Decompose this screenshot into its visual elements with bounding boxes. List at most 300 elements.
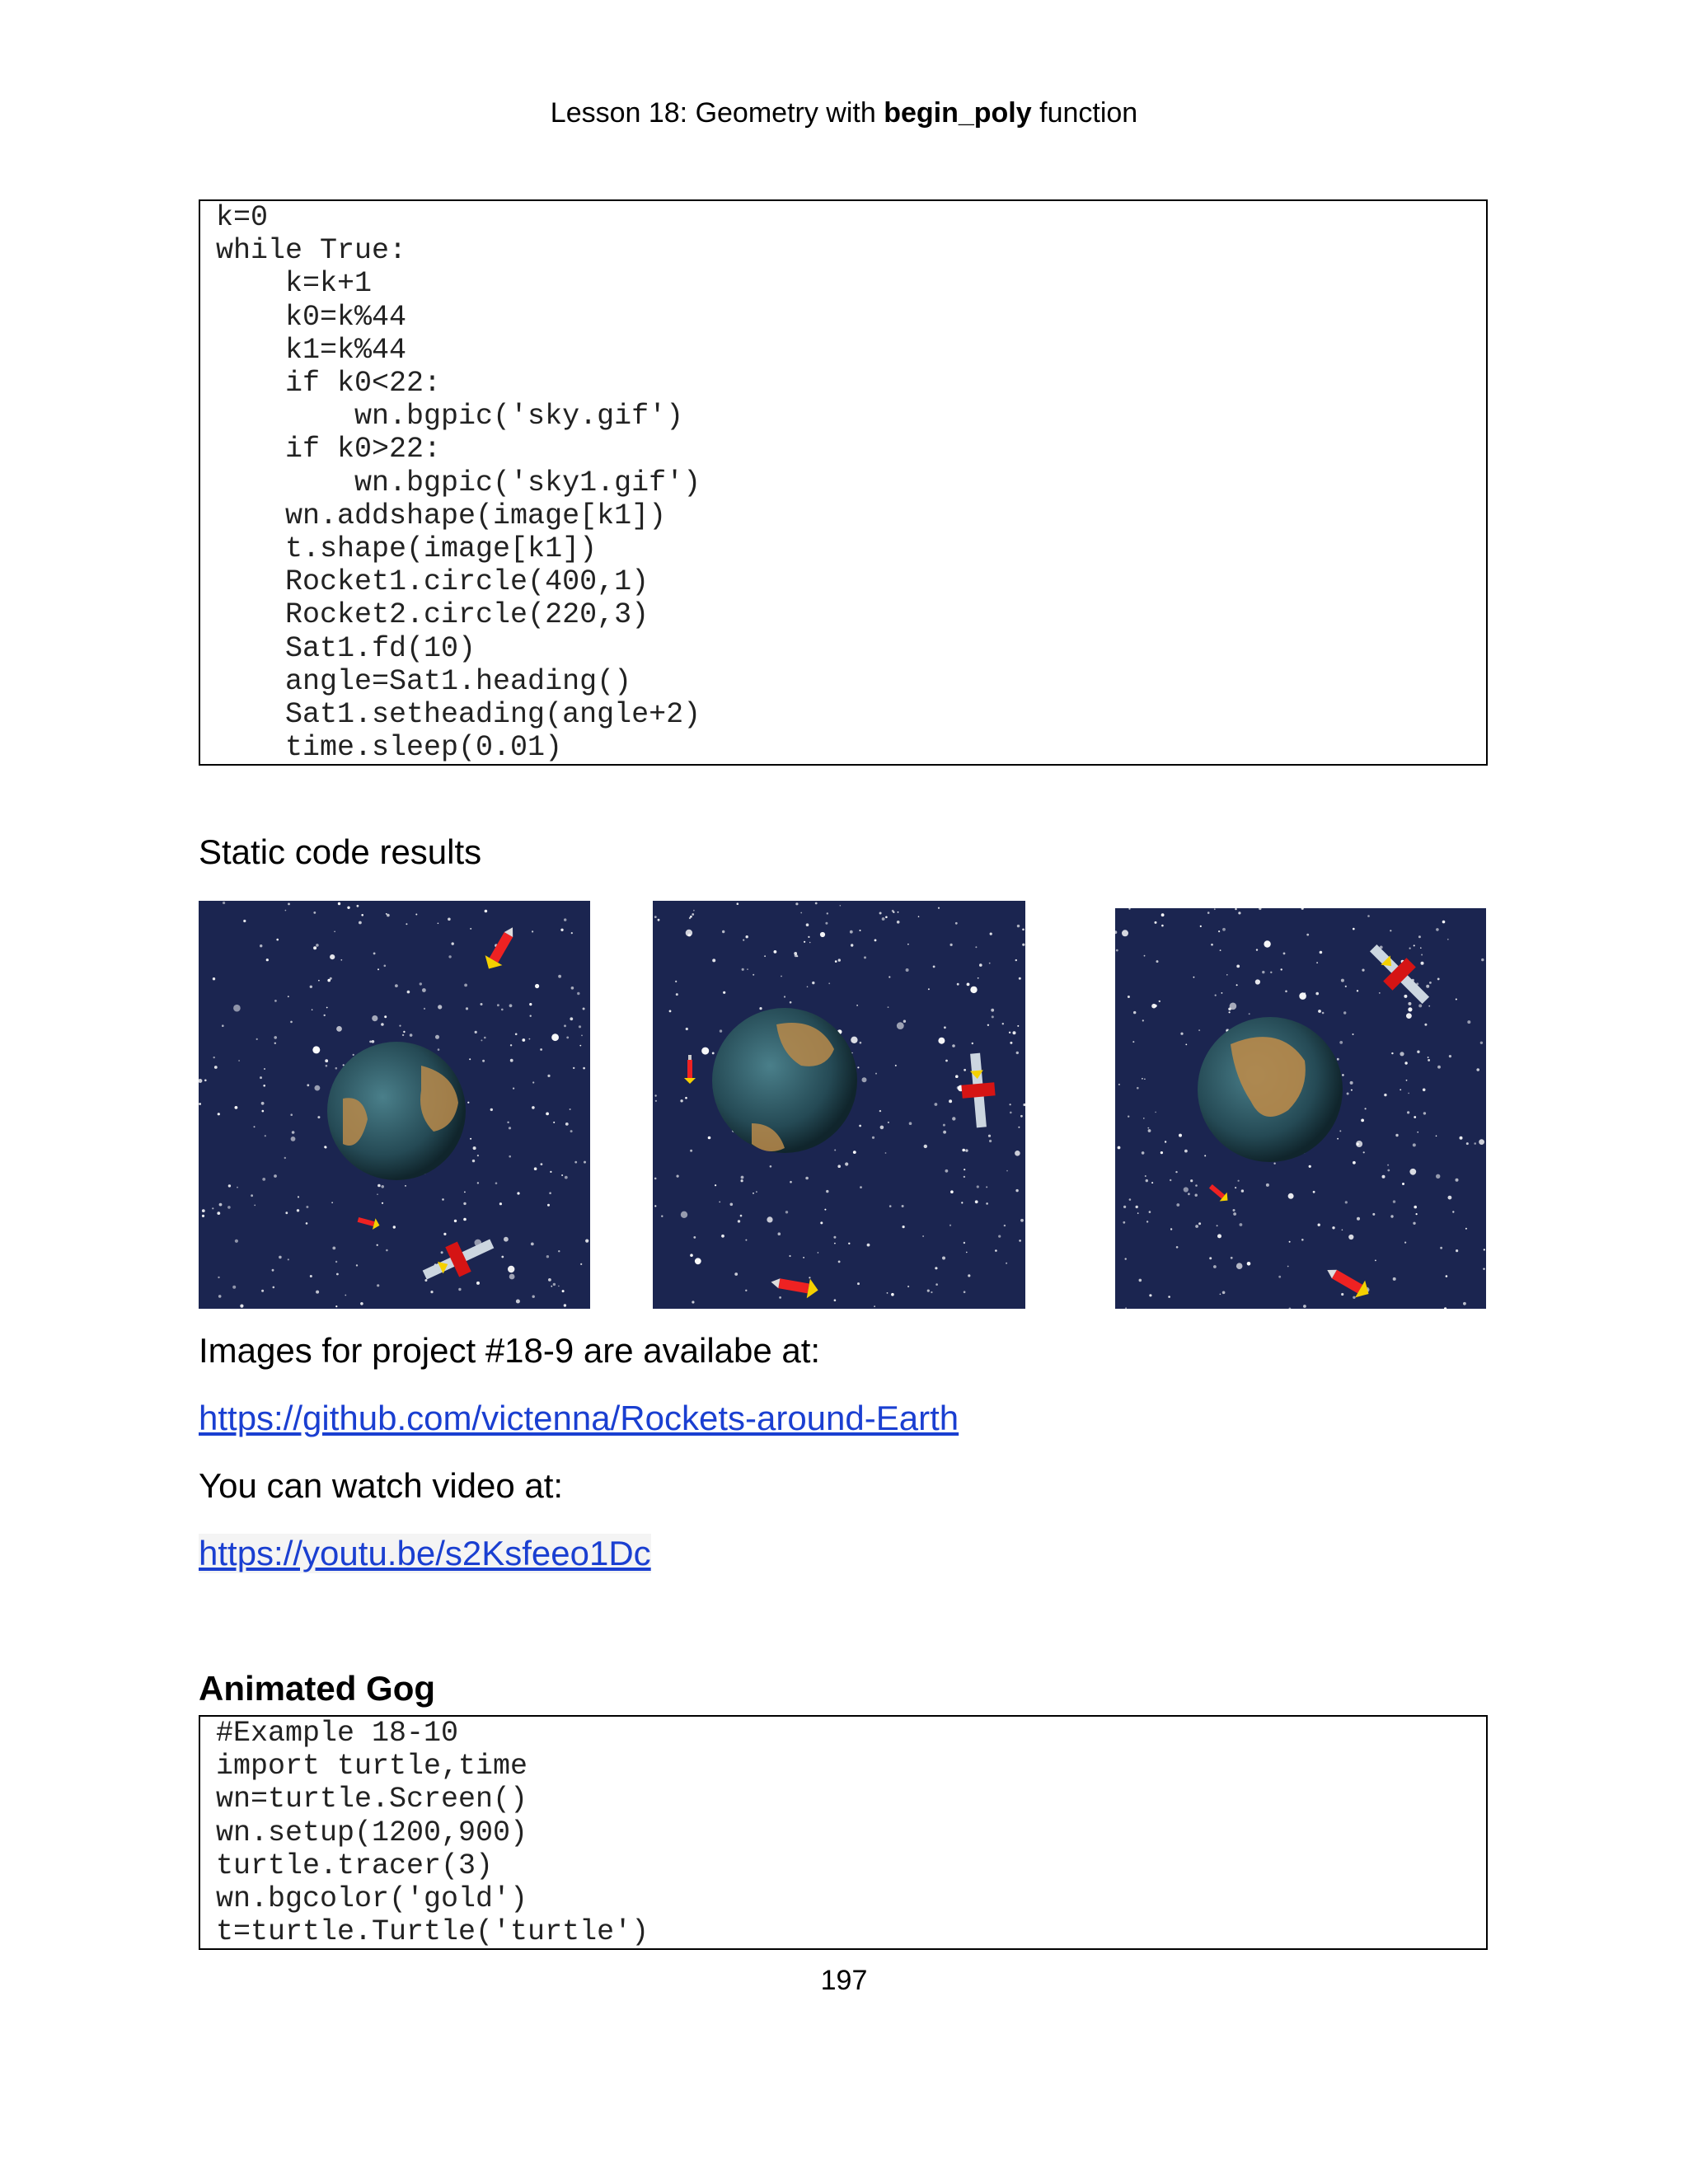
star (357, 905, 359, 907)
star (562, 1290, 565, 1292)
star (1391, 1052, 1393, 1054)
star (448, 918, 451, 921)
star (306, 1206, 308, 1208)
star (1213, 1265, 1217, 1268)
star (1193, 977, 1195, 978)
star (377, 1284, 379, 1286)
star (928, 988, 930, 990)
star (701, 1047, 709, 1055)
star (938, 1038, 945, 1044)
star (1353, 1296, 1355, 1299)
star (1022, 944, 1025, 946)
star (1249, 1013, 1250, 1015)
star (1421, 962, 1424, 965)
star (1316, 962, 1318, 963)
star (274, 1174, 277, 1178)
star (1185, 1044, 1187, 1046)
star (1006, 1263, 1007, 1264)
star (497, 1004, 499, 1006)
star (1420, 947, 1422, 949)
star (889, 1205, 892, 1207)
star (893, 912, 894, 913)
star (1345, 1201, 1348, 1203)
star (853, 1151, 856, 1154)
star (406, 923, 407, 925)
star (1408, 1002, 1411, 1005)
star (1357, 1143, 1359, 1146)
star (1228, 1008, 1231, 1011)
star (1010, 1104, 1011, 1105)
star (1018, 1127, 1020, 1128)
star (824, 1209, 826, 1211)
star (1273, 1163, 1275, 1165)
star (504, 1237, 509, 1242)
star (1222, 928, 1226, 931)
star (501, 1256, 504, 1258)
star (1160, 1151, 1163, 1154)
star (693, 1236, 696, 1239)
star (285, 910, 287, 912)
star (313, 946, 316, 949)
star (820, 1221, 823, 1224)
star (781, 976, 782, 977)
star (335, 1067, 338, 1070)
star (745, 1240, 747, 1241)
star (778, 1232, 781, 1235)
star (219, 1203, 223, 1207)
star (794, 952, 797, 955)
star (1353, 928, 1355, 930)
star (553, 1283, 556, 1286)
star (579, 1025, 581, 1028)
star (1428, 1005, 1430, 1007)
star (950, 1190, 954, 1193)
star (737, 902, 739, 905)
star (1423, 1089, 1426, 1092)
star (218, 1295, 222, 1298)
star (1238, 912, 1240, 914)
star (1456, 1249, 1458, 1252)
star (1143, 1118, 1145, 1119)
star (927, 1290, 930, 1292)
header-prefix: Lesson 18: Geometry with (550, 97, 884, 129)
star (1139, 1279, 1142, 1282)
star (1137, 1087, 1139, 1090)
star (558, 975, 561, 978)
star (260, 1076, 262, 1079)
star (1161, 913, 1165, 916)
star (424, 1279, 427, 1282)
star (1146, 1179, 1148, 1182)
star (532, 930, 533, 932)
star (1350, 1081, 1353, 1085)
star (218, 1277, 219, 1278)
star (1195, 1184, 1198, 1187)
star (274, 1000, 277, 1002)
code-block-1 (199, 199, 1488, 766)
star (1010, 1042, 1012, 1044)
star (1418, 1004, 1422, 1007)
star (1416, 1213, 1418, 1215)
star (1155, 1112, 1156, 1113)
header-suffix: function (1031, 97, 1138, 129)
star (825, 922, 828, 925)
star (907, 944, 909, 945)
star (495, 1182, 498, 1184)
star (918, 916, 920, 917)
star (547, 1075, 550, 1077)
star (438, 1048, 440, 1051)
star (1339, 1041, 1343, 1044)
star (991, 1009, 994, 1012)
star (692, 1301, 694, 1303)
star (1309, 1165, 1311, 1168)
star (470, 928, 471, 930)
star (549, 1192, 551, 1194)
star (887, 1292, 889, 1294)
star (1204, 1155, 1206, 1156)
star (1417, 1051, 1419, 1053)
star (482, 1060, 485, 1062)
star (680, 1099, 682, 1102)
star (288, 996, 289, 997)
star (851, 1037, 857, 1043)
star (907, 1286, 909, 1287)
star (965, 1149, 968, 1151)
star (402, 1034, 404, 1036)
star (381, 1185, 384, 1188)
star (381, 1023, 384, 1026)
star (312, 1046, 320, 1053)
star (967, 983, 970, 987)
star (880, 1126, 884, 1130)
star (577, 992, 579, 995)
video-text: You can watch video at: (199, 1466, 564, 1505)
star (1423, 1112, 1426, 1114)
star (1137, 1212, 1139, 1214)
star (571, 987, 574, 990)
star (324, 1015, 326, 1016)
star (895, 1065, 897, 1066)
star (826, 1190, 828, 1193)
star (475, 1031, 477, 1033)
star (661, 1216, 663, 1217)
star (261, 1102, 265, 1105)
star (888, 1122, 889, 1123)
star (571, 932, 573, 934)
star (986, 1202, 988, 1205)
star (1448, 1196, 1452, 1200)
star (879, 912, 882, 915)
star (859, 1125, 861, 1127)
star (975, 1200, 978, 1203)
result-image-2 (653, 901, 1025, 1309)
star (331, 1202, 333, 1203)
star (989, 963, 991, 964)
star (1019, 977, 1021, 980)
star (1447, 939, 1449, 940)
star (1342, 1074, 1344, 1076)
star (808, 936, 809, 938)
star (1436, 928, 1439, 931)
star (316, 944, 319, 947)
star (1428, 1057, 1429, 1058)
star (677, 1175, 679, 1178)
star (1233, 1209, 1236, 1212)
star (1006, 1170, 1008, 1172)
star (1372, 1213, 1375, 1216)
star (964, 1176, 965, 1178)
star (764, 955, 766, 957)
star (222, 1024, 224, 1027)
star (1365, 1108, 1367, 1109)
star (566, 1037, 569, 1039)
star (1437, 1066, 1441, 1069)
star (864, 956, 866, 958)
star (828, 982, 830, 984)
star (1118, 1084, 1120, 1085)
star (256, 1038, 258, 1040)
star (885, 916, 888, 919)
star (966, 1252, 968, 1254)
star (720, 1029, 722, 1032)
star (1170, 1179, 1171, 1181)
star (513, 1088, 514, 1090)
star (1222, 1291, 1226, 1295)
star (297, 1209, 299, 1212)
star (466, 1007, 468, 1010)
star (1343, 1011, 1346, 1014)
star (1404, 1062, 1407, 1064)
star (310, 986, 312, 988)
star (1176, 1246, 1179, 1249)
star (369, 1041, 372, 1043)
star (509, 1127, 511, 1129)
star (746, 935, 748, 938)
star (952, 1044, 955, 1047)
star (992, 1015, 994, 1018)
star (1144, 1079, 1146, 1080)
star (291, 1137, 296, 1141)
star (213, 1057, 215, 1058)
star (1379, 992, 1381, 994)
star (882, 917, 885, 921)
result-image-1 (199, 901, 590, 1309)
star (715, 1184, 716, 1186)
star (1339, 1130, 1341, 1132)
star (532, 1081, 534, 1083)
star (740, 1215, 743, 1217)
star (964, 1169, 965, 1170)
star (902, 1205, 904, 1207)
star (1188, 1193, 1190, 1195)
section-title: Static code results (199, 832, 482, 871)
star (1129, 1198, 1132, 1201)
star (393, 1226, 396, 1228)
star (1313, 1191, 1315, 1193)
star (238, 1060, 240, 1062)
star (1413, 1143, 1416, 1146)
star (897, 1022, 904, 1029)
star (551, 1033, 559, 1041)
star (1467, 1020, 1470, 1024)
star (827, 912, 828, 914)
star (1217, 1225, 1218, 1226)
star (550, 1171, 551, 1173)
star (690, 1150, 692, 1152)
star (1215, 995, 1217, 996)
star (481, 1039, 482, 1041)
star (935, 1103, 938, 1106)
star (837, 1165, 841, 1168)
star (805, 1177, 809, 1180)
star (950, 944, 953, 946)
code-block-1-text: k=0 while True: k=k+1 k0=k%44 k1=k%44 if k0<22: wn.bgpic('sky.gif') if k0>22: wn.bgpic('sky1.gif') wn.addshape(image[k1]) t.shape(image[k1]) Rocket1.circle(400,1) Rocket2.circle(220,3) Sat1.fd(10) angle=Sat1.heading() Sat1.setheading(angle+2) time.sleep(0.01) (216, 201, 701, 765)
star (442, 1198, 444, 1201)
star (547, 1204, 550, 1207)
star (395, 984, 398, 987)
star (1428, 1059, 1430, 1062)
star (373, 953, 376, 955)
star (237, 1187, 238, 1188)
star (1159, 1001, 1160, 1002)
images-availability-text: Images for project #18-9 are availabe at: (199, 1331, 821, 1370)
star (477, 1155, 479, 1156)
star (779, 1296, 781, 1299)
star (669, 1010, 672, 1013)
star (800, 912, 802, 914)
star (317, 1116, 320, 1118)
star (551, 1286, 552, 1287)
star (964, 1242, 965, 1244)
star (1198, 1222, 1201, 1225)
star (1404, 995, 1407, 998)
star (957, 983, 959, 986)
star (467, 1102, 469, 1104)
github-link[interactable]: https://github.com/victenna/Rockets-around-Earth (199, 1399, 959, 1437)
star (688, 934, 692, 937)
star (789, 1255, 790, 1257)
star (265, 1135, 266, 1137)
star (1270, 972, 1272, 973)
star (377, 1184, 381, 1188)
star (254, 1126, 256, 1127)
star (266, 958, 269, 961)
star (903, 1226, 905, 1228)
star (558, 1250, 560, 1252)
star (730, 1203, 734, 1207)
star (1116, 949, 1118, 952)
star (906, 968, 909, 972)
star (712, 958, 715, 962)
star (1262, 971, 1264, 973)
youtube-link[interactable]: https://youtu.be/s2Ksfeeo1Dc (199, 1534, 651, 1572)
star (430, 1291, 433, 1293)
star (214, 1066, 218, 1069)
star (1483, 1268, 1484, 1270)
star (1142, 1019, 1144, 1021)
star (693, 910, 695, 912)
star (1345, 986, 1347, 987)
star (361, 914, 363, 916)
star (1414, 1206, 1417, 1209)
star (1020, 1219, 1024, 1222)
star (1387, 1165, 1389, 1166)
star (1236, 965, 1240, 968)
star (968, 1274, 970, 1277)
star (1149, 1211, 1151, 1213)
star (326, 1007, 328, 1009)
star (818, 1252, 819, 1254)
star (1009, 1032, 1010, 1033)
star (534, 1167, 537, 1170)
star (891, 1293, 894, 1296)
star (1175, 1171, 1177, 1173)
star (862, 1077, 867, 1082)
star (1476, 1068, 1479, 1071)
star (1436, 1174, 1440, 1179)
star (532, 1106, 535, 1109)
star (742, 968, 744, 971)
star (580, 1263, 582, 1265)
star (372, 1040, 375, 1043)
star (1362, 969, 1364, 972)
star (975, 946, 977, 948)
star (1357, 1217, 1360, 1221)
star (738, 1220, 740, 1222)
star (386, 1249, 388, 1252)
star (1165, 1141, 1166, 1142)
star (1437, 978, 1440, 981)
star (274, 1043, 276, 1044)
star (879, 1110, 881, 1112)
star (807, 987, 809, 988)
star (1221, 992, 1223, 994)
star (285, 1212, 288, 1214)
star (298, 1196, 299, 1197)
star (1170, 1228, 1172, 1230)
star (933, 966, 935, 968)
star (753, 974, 754, 976)
star (952, 1117, 955, 1120)
star (347, 907, 349, 909)
code-block-2-text: #Example 18-10 import turtle,time wn=turtle.Screen() wn.setup(1200,900) turtle.tracer(3) wn.bgcolor('gold') t=turtle.Turtle('turtle') (216, 1717, 649, 1949)
star (857, 1282, 860, 1285)
star (235, 1106, 238, 1109)
star (202, 1209, 205, 1212)
star (1220, 1294, 1221, 1296)
star (1155, 921, 1157, 924)
star (874, 1305, 875, 1307)
star (553, 1122, 555, 1123)
star (325, 1059, 328, 1062)
star (790, 1181, 792, 1183)
star (1148, 1129, 1151, 1132)
star (681, 1212, 687, 1218)
star (812, 982, 814, 984)
star (970, 987, 977, 993)
star (1019, 1240, 1021, 1242)
star (734, 1272, 738, 1276)
star (340, 959, 342, 961)
star (403, 1031, 405, 1033)
star (795, 902, 798, 905)
star (872, 1137, 874, 1139)
star (834, 1243, 836, 1244)
star (838, 1261, 841, 1263)
star (310, 1275, 312, 1277)
star (312, 1009, 313, 1010)
